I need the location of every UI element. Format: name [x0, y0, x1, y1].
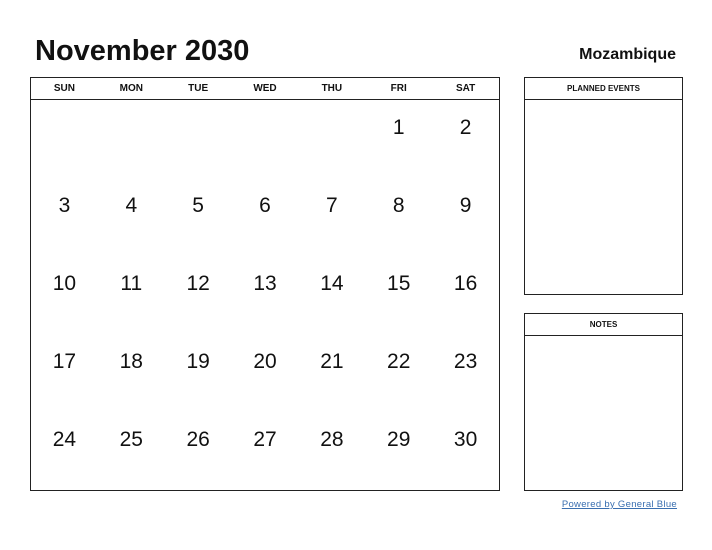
- weekday-wed: WED: [253, 83, 277, 94]
- page-title: November 2030: [35, 35, 250, 67]
- week-row-3: [31, 256, 499, 334]
- weekday-mon: MON: [119, 83, 143, 94]
- month-grid: [30, 77, 500, 491]
- day-cell: 25: [119, 428, 143, 451]
- day-cell: 17: [52, 350, 77, 373]
- day-cell: 12: [186, 272, 210, 295]
- day-cell: 20: [253, 350, 277, 373]
- day-cell: 18: [119, 350, 143, 373]
- day-cell: 28: [320, 428, 344, 451]
- day-cell: 14: [320, 272, 344, 295]
- day-cell: 11: [120, 272, 143, 295]
- day-cell: 9: [459, 194, 472, 217]
- day-cell: 24: [52, 428, 77, 451]
- day-cell: 10: [52, 272, 77, 295]
- day-cell: 2: [459, 116, 472, 139]
- day-cell: [165, 100, 232, 178]
- day-cell: 21: [320, 350, 344, 373]
- day-grid: [31, 100, 499, 490]
- day-cell: 6: [259, 194, 271, 217]
- day-cell: 7: [326, 194, 338, 217]
- notes-panel: [524, 313, 683, 491]
- day-cell: 1: [392, 116, 405, 139]
- day-cell: [31, 100, 98, 178]
- day-cell: 29: [387, 428, 411, 451]
- day-cell: [232, 100, 299, 178]
- weekday-sat: SAT: [455, 83, 476, 94]
- weekday-fri: FRI: [390, 83, 407, 94]
- planned-events-title: PLANNED EVENTS: [525, 78, 682, 100]
- week-row-2: [31, 178, 499, 256]
- day-cell: 23: [453, 350, 478, 373]
- weekday-thu: THU: [321, 83, 343, 94]
- week-row-4: [31, 334, 499, 412]
- day-cell: 13: [253, 272, 277, 295]
- week-row-5: [31, 412, 499, 490]
- planned-events-panel: [524, 77, 683, 295]
- day-cell: 4: [125, 194, 138, 217]
- day-cell: 27: [253, 428, 277, 451]
- week-row-1: [31, 100, 499, 178]
- notes-title: NOTES: [525, 314, 682, 336]
- country-label: Mozambique: [579, 46, 676, 63]
- weekday-sun: SUN: [53, 83, 75, 94]
- day-cell: 16: [453, 272, 478, 295]
- day-cell: 15: [387, 272, 411, 295]
- powered-by-link[interactable]: Powered by General Blue: [561, 499, 677, 510]
- day-cell: 19: [186, 350, 210, 373]
- day-cell: 30: [453, 428, 478, 451]
- day-cell: 3: [58, 194, 71, 217]
- day-cell: 8: [392, 194, 405, 217]
- weekday-header-row: [31, 78, 499, 100]
- weekday-tue: TUE: [188, 83, 209, 94]
- day-cell: 5: [192, 194, 204, 217]
- day-cell: [298, 100, 365, 178]
- day-cell: 26: [186, 428, 210, 451]
- day-cell: 22: [387, 350, 411, 373]
- day-cell: [98, 100, 165, 178]
